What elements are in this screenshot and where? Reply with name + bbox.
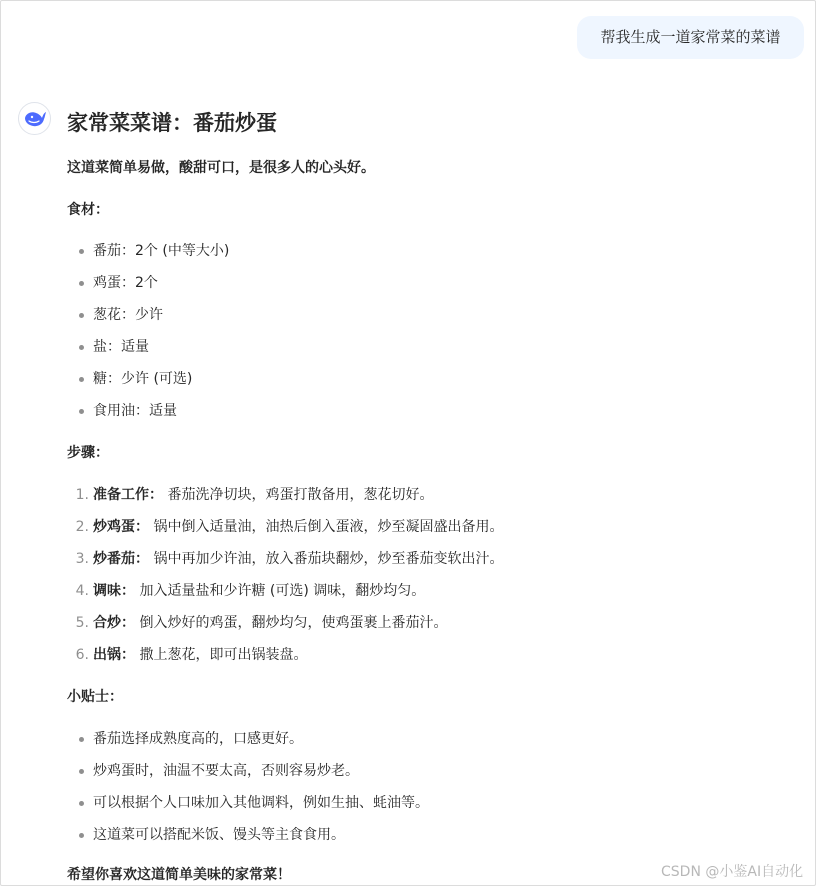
- ingredient-text: 食用油：适量: [93, 403, 177, 419]
- bullet-dot: [79, 313, 84, 318]
- step-text: 撒上葱花，即可出锅装盘。: [135, 647, 308, 663]
- step-number: 4.: [75, 583, 89, 599]
- bullet-dot: [79, 377, 84, 382]
- recipe-title: 家常菜菜谱：番茄炒蛋: [67, 111, 277, 135]
- step-lead: 合炒：: [93, 615, 135, 631]
- step-lead: 准备工作：: [93, 487, 163, 503]
- ingredient-text: 葱花：少许: [93, 307, 163, 323]
- tip-text: 番茄选择成熟度高的，口感更好。: [93, 731, 303, 747]
- bullet-dot: [79, 737, 84, 742]
- whale-logo-icon: [23, 109, 47, 129]
- recipe-intro: 这道菜简单易做，酸甜可口，是很多人的心头好。: [67, 160, 375, 176]
- tips-heading: 小贴士：: [67, 689, 123, 705]
- step-text: 加入适量盐和少许糖 (可选) 调味，翻炒均匀。: [135, 583, 426, 599]
- bullet-dot: [79, 345, 84, 350]
- ingredient-text: 糖：少许 (可选): [93, 371, 193, 387]
- user-message-bubble: [577, 16, 804, 59]
- bullet-dot: [79, 769, 84, 774]
- steps-heading: 步骤：: [67, 445, 109, 461]
- tip-text: 这道菜可以搭配米饭、馒头等主食食用。: [93, 827, 345, 843]
- step-number: 6.: [75, 647, 89, 663]
- ingredient-text: 鸡蛋：2个: [93, 275, 158, 291]
- assistant-avatar: [18, 102, 51, 135]
- tip-text: 炒鸡蛋时，油温不要太高，否则容易炒老。: [93, 763, 359, 779]
- ingredients-heading: 食材：: [67, 202, 109, 218]
- step-text: 锅中再加少许油，放入番茄块翻炒，炒至番茄变软出汁。: [149, 551, 504, 567]
- step-lead: 出锅：: [93, 647, 135, 663]
- bullet-dot: [79, 801, 84, 806]
- step-lead: 炒番茄：: [93, 551, 149, 567]
- step-lead: 炒鸡蛋：: [93, 519, 149, 535]
- ingredient-text: 盐：适量: [93, 339, 149, 355]
- bullet-dot: [79, 409, 84, 414]
- bullet-dot: [79, 249, 84, 254]
- step-number: 5.: [75, 615, 89, 631]
- step-text: 番茄洗净切块，鸡蛋打散备用，葱花切好。: [163, 487, 434, 503]
- step-text: 锅中倒入适量油，油热后倒入蛋液，炒至凝固盛出备用。: [149, 519, 504, 535]
- closing-line: 希望你喜欢这道简单美味的家常菜！: [67, 867, 291, 883]
- step-number: 2.: [75, 519, 89, 535]
- user-message-text: 帮我生成一道家常菜的菜谱: [600, 28, 781, 46]
- ingredient-text: 番茄：2个 (中等大小): [93, 243, 230, 259]
- step-number: 1.: [75, 487, 89, 503]
- watermark: CSDN @小鉴AI自动化: [661, 864, 804, 880]
- bullet-dot: [79, 281, 84, 286]
- bullet-dot: [79, 833, 84, 838]
- step-lead: 调味：: [93, 583, 135, 599]
- tip-text: 可以根据个人口味加入其他调料，例如生抽、蚝油等。: [93, 795, 429, 811]
- step-text: 倒入炒好的鸡蛋，翻炒均匀，使鸡蛋裹上番茄汁。: [135, 615, 448, 631]
- step-number: 3.: [75, 551, 89, 567]
